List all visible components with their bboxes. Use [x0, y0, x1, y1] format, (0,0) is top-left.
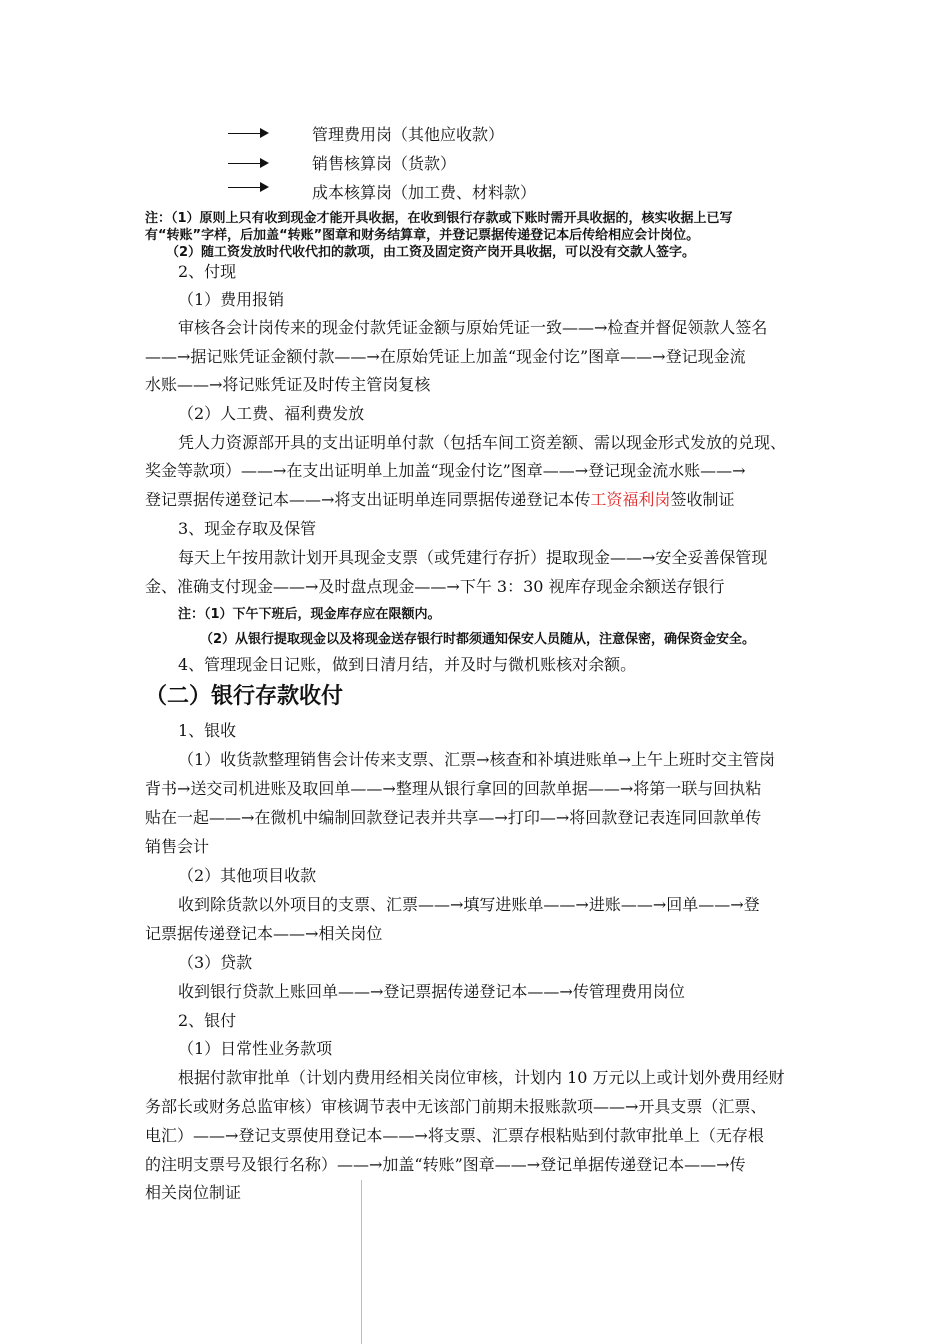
paragraph-line: 收到银行贷款上账回单——→登记票据传递登记本——→传管理费用岗位 — [178, 982, 685, 1001]
paragraph-line: 务部长或财务总监审核）审核调节表中无该部门前期未报账款项——→开具支票（汇票、 — [145, 1097, 767, 1116]
section-heading: （二）银行存款收付 — [145, 684, 344, 709]
paragraph-line: 记票据传递登记本——→相关岗位 — [145, 924, 383, 943]
paragraph-line: 背书→送交司机进账及取回单——→整理从银行拿回的回款单据——→将第一联与回执粘 — [145, 779, 762, 798]
paragraph-line: 金、准确支付现金——→及时盘点现金——→下午 3：30 视库存现金余额送存银行 — [145, 577, 725, 596]
note-line: 有“转账”字样，后加盖“转账”图章和财务结算章，并登记票据传递登记本后传给相应会计岗位。 — [145, 228, 700, 243]
note-line: 注：（1）原则上只有收到现金才能开具收据，在收到银行存款或下账时需开具收据的，核实收据上已写 — [145, 211, 733, 226]
section-title: 1、银收 — [178, 721, 237, 740]
paragraph-line — [145, 490, 734, 510]
paragraph-line: 4、管理现金日记账，做到日清月结，并及时与微机账核对余额。 — [178, 655, 637, 674]
flow-item: 销售核算岗（货款） — [312, 154, 457, 173]
paragraph-line: 水账——→将记账凭证及时传主管岗复核 — [145, 375, 431, 394]
paragraph-line: 贴在一起——→在微机中编制回款登记表并共享—→打印—→将回款登记表连同回款单传 — [145, 808, 762, 827]
note-line: 注：（1）下午下班后，现金库存应在限额内。 — [178, 607, 441, 622]
subsection-title: （3）贷款 — [178, 953, 253, 972]
paragraph-line: 相关岗位制证 — [145, 1183, 242, 1202]
paragraph-line: （1）收货款整理销售会计传来支票、汇票→核查和补填进账单→上午上班时交主管岗 — [178, 750, 775, 769]
arrow-icon — [228, 127, 272, 139]
subsection-title: （1）费用报销 — [178, 290, 285, 309]
paragraph-line: 凭人力资源部开具的支出证明单付款（包括车间工资差额、需以现金形式发放的兑现、 — [178, 433, 787, 452]
paragraph-line: 审核各会计岗传来的现金付款凭证金额与原始凭证一致——→检查并督促领款人签名 — [178, 318, 768, 337]
section-title: 3、现金存取及保管 — [178, 519, 317, 538]
section-title: 2、银付 — [178, 1011, 237, 1030]
subsection-title: （2）其他项目收款 — [178, 866, 317, 885]
paragraph-line: 收到除货款以外项目的支票、汇票——→填写进账单——→进账——→回单——→登 — [178, 895, 760, 914]
subsection-title: （2）人工费、福利费发放 — [178, 404, 365, 423]
subsection-title: （1）日常性业务款项 — [178, 1039, 333, 1058]
paragraph-line: 的注明支票号及银行名称）——→加盖“转账”图章——→登记单据传递登记本——→传 — [145, 1155, 746, 1174]
note-line: （2）随工资发放时代收代扣的款项，由工资及固定资产岗开具收据，可以没有交款人签字。 — [166, 245, 696, 260]
divider-line — [361, 1180, 362, 1344]
flow-item: 管理费用岗（其他应收款） — [312, 125, 505, 144]
arrow-icon — [228, 181, 272, 193]
section-title: 2、付现 — [178, 262, 237, 281]
paragraph-line: 根据付款审批单（计划内费用经相关岗位审核，计划内 10 万元以上或计划外费用经财 — [178, 1068, 785, 1087]
paragraph-line: 奖金等款项）——→在支出证明单上加盖“现金付讫”图章——→登记现金流水账——→ — [145, 461, 746, 480]
paragraph-line: ——→据记账凭证金额付款——→在原始凭证上加盖“现金付讫”图章——→登记现金流 — [145, 347, 746, 366]
text-segment: 登记票据传递登记本——→将支出证明单连同票据传递登记本传 — [145, 490, 591, 509]
paragraph-line: 销售会计 — [145, 837, 210, 856]
flow-item: 成本核算岗（加工费、材料款） — [312, 183, 537, 202]
arrow-icon — [228, 157, 272, 169]
paragraph-line: 电汇）——→登记支票使用登记本——→将支票、汇票存根粘贴到付款审批单上（无存根 — [145, 1126, 764, 1145]
text-segment: 签收制证 — [670, 490, 735, 509]
note-line: （2）从银行提取现金以及将现金送存银行时都须通知保安人员随从，注意保密，确保资金安全。 — [200, 632, 756, 647]
paragraph-line: 每天上午按用款计划开具现金支票（或凭建行存折）提取现金——→安全妥善保管现 — [178, 548, 768, 567]
highlighted-text: 工资福利岗 — [590, 490, 671, 509]
